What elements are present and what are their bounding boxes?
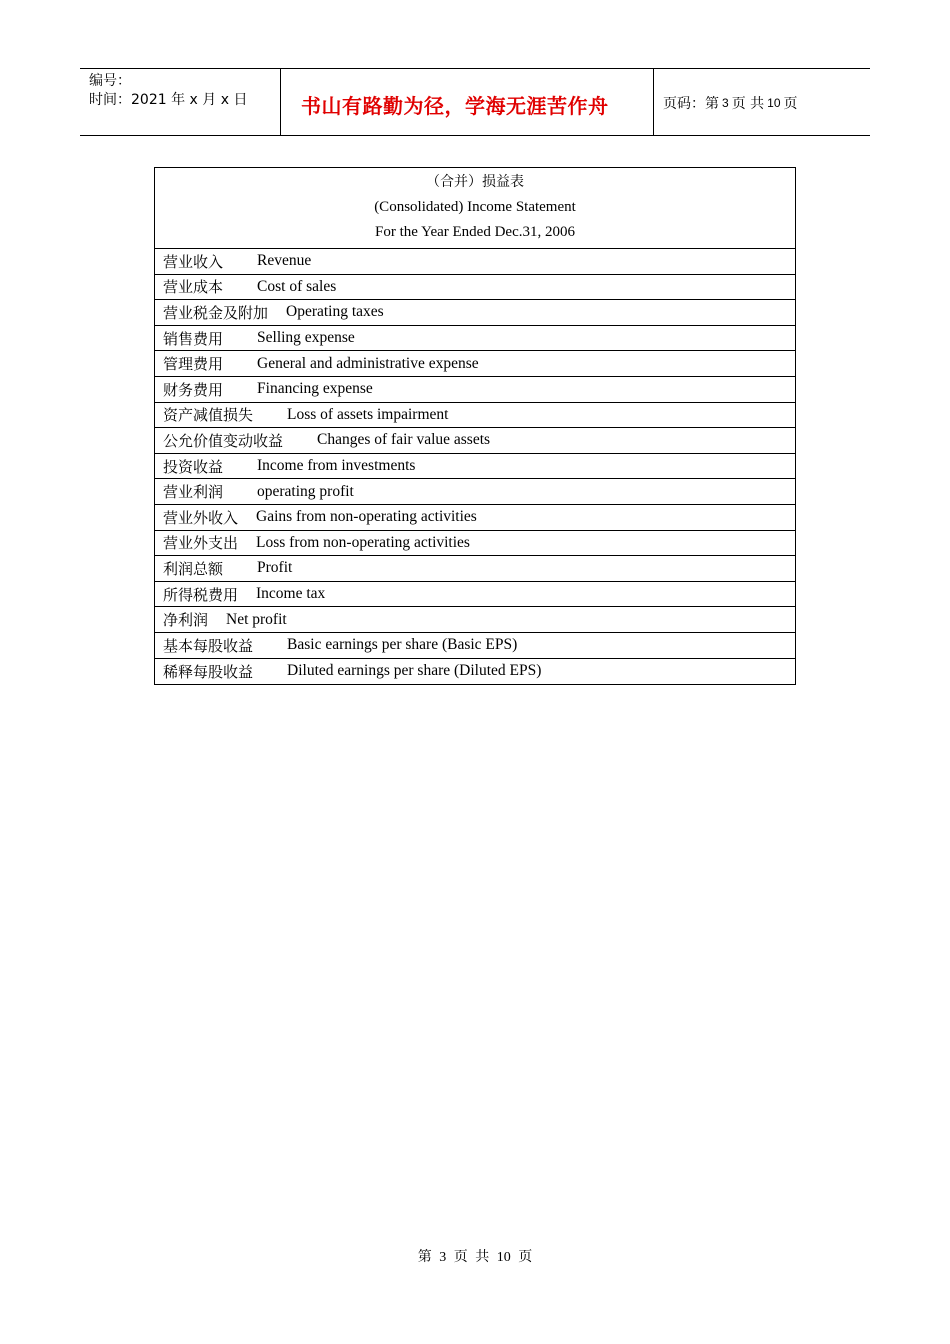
page-footer: 第 3 页 共 10 页 — [417, 1250, 533, 1265]
table-row — [155, 326, 795, 352]
table-row — [155, 479, 795, 505]
row-label-en: Revenue — [257, 252, 312, 270]
row-label-en: Loss of assets impairment — [287, 405, 449, 423]
row-label-en: Selling expense — [257, 329, 355, 347]
table-row — [155, 659, 795, 685]
row-label-cn: 所得税费用 — [163, 585, 239, 604]
row-label-cn: 利润总额 — [163, 559, 224, 578]
table-row — [155, 454, 795, 480]
row-label-cn: 公允价值变动收益 — [163, 431, 284, 450]
row-label-cn: 营业收入 — [163, 252, 224, 271]
page-suffix: 页 — [783, 96, 798, 112]
row-label-cn: 投资收益 — [163, 457, 224, 476]
table-row — [155, 300, 795, 326]
statement-rows — [155, 249, 795, 684]
statement-title-en: (Consolidated) Income Statement — [374, 199, 576, 215]
row-label-cn: 营业外收入 — [163, 508, 239, 527]
income-statement-table — [154, 167, 796, 685]
table-row — [155, 403, 795, 429]
row-label-cn: 营业外支出 — [163, 534, 239, 553]
table-row — [155, 531, 795, 557]
table-row — [155, 249, 795, 275]
row-label-en: Income tax — [256, 585, 326, 603]
row-label-en: General and administrative expense — [257, 354, 479, 372]
page-mid: 页 共 — [731, 96, 765, 112]
table-row — [155, 351, 795, 377]
row-label-en: Operating taxes — [286, 303, 384, 321]
row-label-cn: 净利润 — [163, 611, 209, 630]
header-motto: 书山有路勤为径，学海无涯苦作舟 — [301, 93, 609, 118]
row-label-en: Basic earnings per share (Basic EPS) — [287, 636, 518, 654]
table-row — [155, 607, 795, 633]
row-label-cn: 财务费用 — [163, 380, 224, 399]
row-label-en: Diluted earnings per share (Diluted EPS) — [287, 662, 542, 680]
row-label-cn: 营业税金及附加 — [163, 303, 269, 322]
document-date: 时间：2021 年 x 月 x 日 — [89, 92, 248, 108]
row-label-cn: 营业利润 — [163, 483, 224, 502]
document-number-label: 编号： — [89, 73, 131, 89]
table-row — [155, 556, 795, 582]
table-row — [155, 428, 795, 454]
page-total: 10 — [767, 96, 781, 110]
row-label-en: Net profit — [226, 610, 287, 628]
statement-title-cn: （合并）损益表 — [426, 174, 524, 190]
row-label-cn: 基本每股收益 — [163, 636, 254, 655]
header-meta — [80, 69, 281, 135]
page-prefix: 页码：第 — [663, 96, 719, 112]
row-label-en: Cost of sales — [257, 277, 337, 295]
page-current: 3 — [722, 96, 729, 110]
row-label-cn: 稀释每股收益 — [163, 662, 254, 681]
row-label-cn: 资产减值损失 — [163, 406, 254, 425]
header-motto-cell — [281, 69, 654, 135]
statement-heading — [155, 168, 795, 249]
table-row — [155, 377, 795, 403]
row-label-en: operating profit — [257, 482, 354, 500]
row-label-en: Financing expense — [257, 380, 373, 398]
table-row — [155, 505, 795, 531]
page-header — [80, 68, 870, 136]
table-row — [155, 582, 795, 608]
row-label-en: Changes of fair value assets — [317, 431, 491, 449]
header-page-indicator — [654, 69, 870, 135]
table-row — [155, 633, 795, 659]
row-label-cn: 营业成本 — [163, 278, 224, 297]
row-label-en: Gains from non-operating activities — [256, 508, 477, 526]
row-label-en: Income from investments — [257, 457, 416, 475]
row-label-cn: 销售费用 — [163, 329, 224, 348]
row-label-en: Loss from non-operating activities — [256, 533, 470, 551]
row-label-cn: 管理费用 — [163, 355, 224, 374]
table-row — [155, 275, 795, 301]
row-label-en: Profit — [257, 559, 293, 577]
statement-period: For the Year Ended Dec.31, 2006 — [375, 224, 575, 240]
